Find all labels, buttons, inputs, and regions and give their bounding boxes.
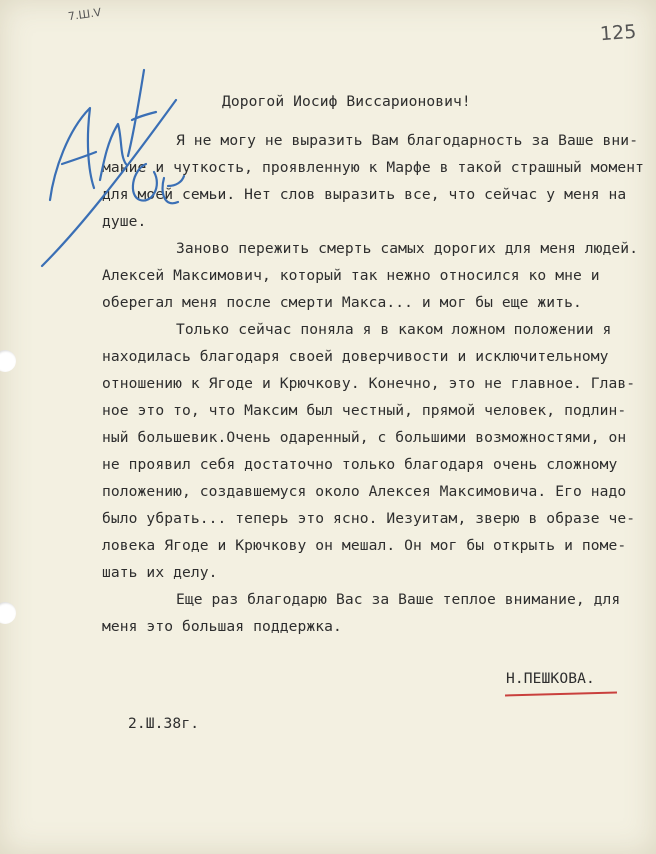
handwritten-annotation bbox=[28, 60, 188, 290]
body-line: меня это большая поддержка. bbox=[102, 618, 342, 635]
body-line: ный большевик.Очень одаренный, с большими возможностями, он bbox=[102, 429, 627, 446]
signature-underline bbox=[505, 692, 617, 697]
body-line: было убрать... теперь это ясно. Иезуитам, зверю в образе че- bbox=[102, 510, 636, 527]
body-line: ловека Ягоде и Крючкову он мешал. Он мог бы открыть и поме- bbox=[102, 537, 627, 554]
page-number: 125 bbox=[599, 20, 637, 46]
body-line: Я не могу не выразить Вам благодарность за Ваше вни- bbox=[176, 132, 639, 149]
body-line: для моей семьи. Нет слов выразить все, что сейчас у меня на bbox=[102, 186, 627, 203]
body-line: оберегал меня после смерти Макса... и мог бы еще жить. bbox=[102, 294, 582, 311]
date: 2.Ш.38г. bbox=[128, 715, 200, 732]
body-line: Еще раз благодарю Вас за Ваше теплое внимание, для bbox=[176, 591, 621, 608]
body-line: отношению к Ягоде и Крючкову. Конечно, это не главное. Глав- bbox=[102, 375, 636, 392]
body-line: не проявил себя достаточно только благодаря очень сложному bbox=[102, 456, 618, 473]
body-line: душе. bbox=[102, 213, 147, 230]
body-line: находилась благодаря своей доверчивости и исключительному bbox=[102, 348, 609, 365]
salutation: Дорогой Иосиф Виссарионович! bbox=[222, 93, 471, 110]
body-line: положению, создавшемуся около Алексея Максимовича. Его надо bbox=[102, 483, 627, 500]
signature: Н.ПЕШКОВА. bbox=[506, 670, 595, 687]
corner-mark: 7.Ш.V bbox=[67, 5, 103, 24]
body-line: Заново пережить смерть самых дорогих для меня людей. bbox=[176, 240, 639, 257]
body-line: шать их делу. bbox=[102, 564, 218, 581]
body-line: Только сейчас поняла я в каком ложном положении я bbox=[176, 321, 612, 338]
body-line: Алексей Максимович, который так нежно относился ко мне и bbox=[102, 267, 600, 284]
punch-hole bbox=[0, 350, 16, 372]
body-line: ное это то, что Максим был честный, прямой человек, подлин- bbox=[102, 402, 627, 419]
body-line: мание и чуткость, проявленную к Марфе в такой страшный момент bbox=[102, 159, 645, 176]
punch-hole bbox=[0, 602, 16, 624]
